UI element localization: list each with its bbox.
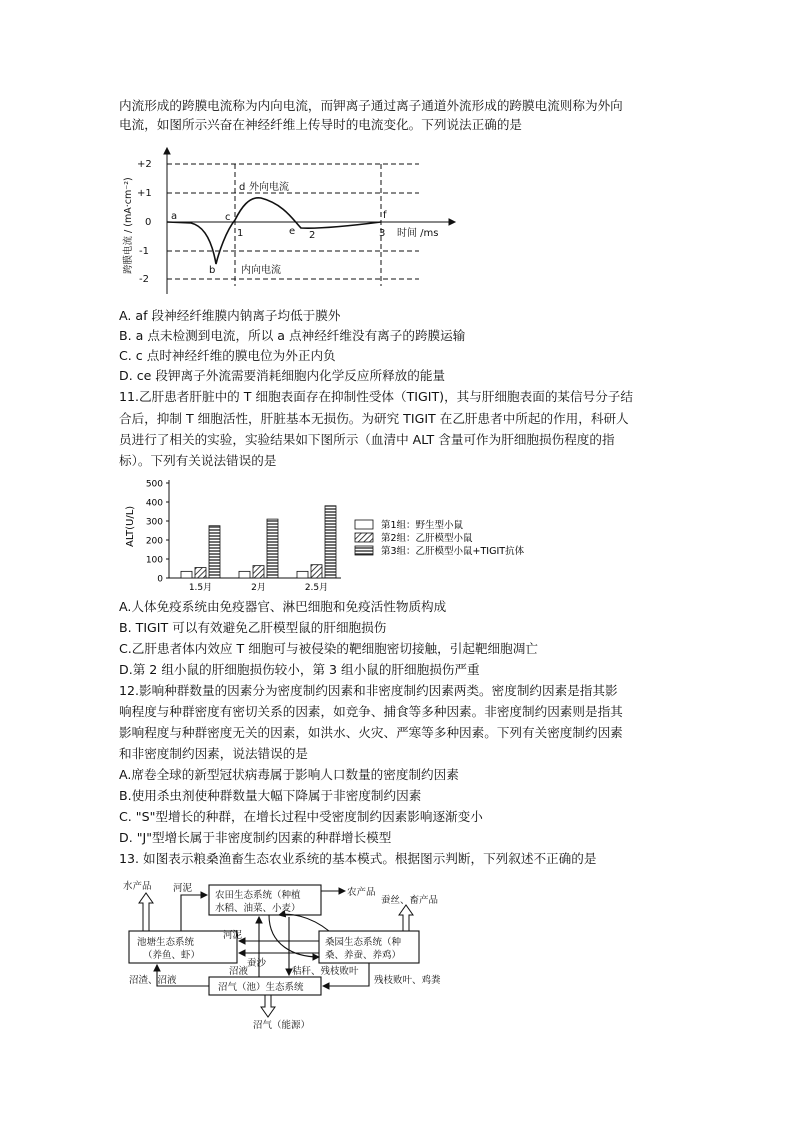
ytick-label: +2 [137,159,152,170]
bar-series-1 [181,571,192,578]
farm-label-2: 水稻、油菜、小麦） [215,903,301,914]
y-tick-label: 500 [145,479,163,490]
bar-series-3 [267,519,278,578]
xtick-label: 2 [309,230,316,241]
q10-option-d: D. ce 段钾离子外流需要消耗细胞内化学反应所释放的能量 [119,368,446,383]
q10-option-b: B. a 点未检测到电流，所以 a 点神经纤维没有离子的跨膜运输 [119,328,466,343]
leaves-manure-label: 残枝败叶、鸡粪 [374,975,441,986]
q12-stem-3: 影响程度与种群密度无关的因素，如洪水、火灾、严寒等多种因素。下列有关密度制约因素 [119,725,623,740]
point-label: d [239,182,246,193]
mulberry-label-1: 桑园生态系统（种 [325,937,402,948]
q10-option-a: A. af 段神经纤维膜内钠离子均低于膜外 [119,308,341,323]
alt-bar-chart [119,475,589,595]
eco-diagram [119,875,499,1030]
current-figure [119,146,459,296]
mulberry-label-2: 桑、养蚕、养鸡） [325,950,402,961]
q12-option-b: B.使用杀虫剂使种群数量大幅下降属于非密度制约因素 [119,788,422,803]
q12-option-a: A.席卷全球的新型冠状病毒属于影响人口数量的密度制约因素 [119,767,459,782]
pond-label-1: 池塘生态系统 [137,937,195,948]
legend-label: 第1组：野生型小鼠 [381,520,464,531]
biogas-energy-label: 沼气（能源） [253,1020,311,1030]
y-tick-label: 100 [145,555,163,566]
silk-label: 蚕丝、畜产品 [381,895,439,906]
y-tick-label: 400 [145,498,163,509]
point-label: a [171,211,178,222]
bar-series-2 [195,568,206,578]
agri-label: 农产品 [347,887,376,898]
point-label: b [209,265,216,276]
q12-option-d: D. "J"型增长属于非密度制约因素的种群增长模型 [119,830,392,845]
legend-label: 第2组：乙肝模型小鼠 [381,533,473,544]
q11-option-a: A.人体免疫系统由免疫器官、淋巴细胞和免疫活性物质构成 [119,599,447,614]
legend-swatch [355,546,373,555]
mud-label-2: 河泥 [223,930,243,941]
q11-option-b: B. TIGIT 可以有效避免乙肝模型鼠的肝细胞损伤 [119,620,387,635]
legend-swatch [355,520,373,529]
pond-label-2: （养鱼、虾） [143,950,201,961]
xtick-label: 1 [237,228,244,239]
bar-series-1 [297,571,308,578]
y-tick-label: 0 [157,574,163,585]
current-curve [167,198,381,264]
q11-option-d: D.第 2 组小鼠的肝细胞损伤较小，第 3 组小鼠的肝细胞损伤严重 [119,662,480,677]
ytick-label: 0 [145,217,152,228]
slurry-label: 沼液 [229,966,249,977]
q11-stem-1: 11.乙肝患者肝脏中的 T 细胞表面存在抑制性受体（TIGIT)，其与肝细胞表面的某信号分子结 [119,389,633,404]
ytick-label: -2 [139,274,149,285]
mud-label-1: 河泥 [173,883,193,894]
q12-stem-2: 响程度与种群密度有密切关系的因素，如竞争、捕食等多种因素。非密度制约因素则是指其 [119,704,623,719]
q11-stem-4: 标）。下列有关说法错误的是 [119,453,277,468]
y-tick-label: 300 [145,517,163,528]
category-label: 2.5月 [304,583,329,593]
bar-series-3 [209,526,220,578]
q10-option-c: C. c 点时神经纤维的膜电位为外正内负 [119,348,336,363]
q11-stem-3: 员进行了相关的实验，实验结果如下图所示（血清中 ALT 含量可作为肝细胞损伤程度的指 [119,432,615,447]
outward-label: 外向电流 [249,182,289,193]
bar-series-2 [253,566,264,578]
xtick-label: 3 [379,228,386,239]
q11-option-c: C.乙肝患者体内效应 T 细胞可与被侵染的靶细胞密切接触，引起靶细胞凋亡 [119,641,538,656]
y-axis-label: ALT(U/L) [125,505,136,547]
point-label: e [289,226,296,237]
y-axis-label: 跨膜电流 / (mA·cm⁻²) [123,177,134,274]
intro-line-1: 内流形成的跨膜电流称为内向电流，而钾离子通过离子通道外流形成的跨膜电流则称为外向 [119,98,623,113]
x-axis-label: 时间 /ms [397,228,439,239]
bar-series-3 [325,506,336,578]
q13-stem: 13. 如图表示粮桑渔畜生态农业系统的基本模式。根据图示判断，下列叙述不正确的是 [119,851,597,866]
category-label: 2月 [251,583,266,593]
category-label: 1.5月 [188,583,213,593]
intro-line-2: 电流，如图所示兴奋在神经纤维上传导时的电流变化。下列说法正确的是 [119,117,522,132]
silkworm-sand-label: 蚕沙 [247,958,267,969]
q12-stem-4: 和非密度制约因素，说法错误的是 [119,746,308,761]
inward-label: 内向电流 [241,265,281,276]
bar-series-2 [311,565,322,578]
q12-stem-1: 12.影响种群数量的因素分为密度制约因素和非密度制约因素两类。密度制约因素是指其影 [119,683,618,698]
ytick-label: +1 [137,188,152,199]
q11-stem-2: 合后，抑制 T 细胞活性，肝脏基本无损伤。为研究 TIGIT 在乙肝患者中所起的作用，科研人 [119,411,629,426]
ytick-label: -1 [139,246,149,257]
y-tick-label: 200 [145,536,163,547]
q12-option-c: C. "S"型增长的种群，在增长过程中受密度制约因素影响逐渐变小 [119,809,483,824]
bar-series-1 [239,571,250,578]
aquatic-label: 水产品 [123,881,152,892]
point-label: f [383,210,387,221]
point-label: c [225,212,231,223]
straw-label: 秸秆、残枝败叶 [292,966,359,977]
legend-label: 第3组：乙肝模型小鼠+TIGIT抗体 [381,546,525,557]
farm-label-1: 农田生态系统（种植 [215,890,301,901]
residue-label: 沼渣、沼液 [129,975,177,986]
biogas-label: 沼气（池）生态系统 [218,982,304,993]
legend-swatch [355,533,373,542]
